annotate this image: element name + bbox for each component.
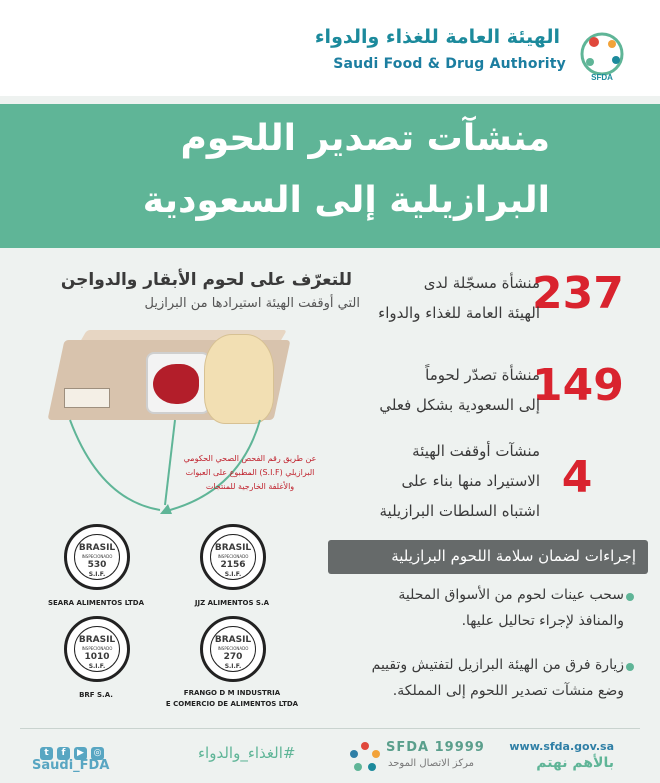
seal-country: BRASIL (78, 635, 116, 645)
seal-inspected: INSPECIONADO (217, 554, 249, 559)
sif-note-line: عن طريق رقم الفحص الصحي الحكومي (183, 454, 317, 463)
header (0, 0, 660, 96)
seal-sif: S.I.F. (88, 571, 106, 578)
company-name-line: E COMERCIO DE ALIMENTOS LTDA (165, 700, 299, 708)
sif-note (170, 452, 330, 494)
logo-text: SFDA (591, 73, 613, 82)
bullet-icon (626, 593, 634, 601)
stat-line: منشأة مسجّلة لدى (423, 274, 540, 292)
seal-sif: S.I.F. (88, 663, 106, 670)
seal-inner (74, 626, 120, 672)
stat-number-registered: 237 (532, 268, 624, 319)
meat-steak-icon (153, 364, 199, 404)
stat-line: منشأة تصدّر لحوماً (425, 366, 540, 384)
seal-inspected: INSPECIONADO (81, 554, 113, 559)
seal-inspected: INSPECIONADO (217, 646, 249, 651)
stat-line: منشآت أوقفت الهيئة (412, 442, 540, 460)
seal-country: BRASIL (214, 635, 252, 645)
company-name: JJZ ALIMENTOS S.A (194, 599, 270, 607)
org-name-ar: الهيئة العامة للغذاء والدواء (314, 26, 560, 48)
unified-center-label: مركز الاتصال الموحد (388, 758, 474, 769)
seal-number: 270 (223, 652, 243, 662)
stat-line: إلى السعودية بشكل فعلي (379, 396, 540, 414)
website-link[interactable]: www.sfda.gov.sa (509, 740, 614, 753)
sif-note-line: والأغلفة الخارجية للمنتجات (205, 482, 295, 491)
slogan: بالأهم نهتم (536, 755, 614, 771)
measure-line: زيارة فرق من الهيئة البرازيل لتفتيش وتقييم (371, 657, 624, 673)
sif-note-line: البرازيلي (S.I.F) المطبوع على العبوات (185, 468, 315, 477)
company-name: SEARA ALIMENTOS LTDA (47, 599, 145, 607)
stat-line: الاستيراد منها بناء على (401, 472, 540, 490)
twitter-icon[interactable]: t (40, 747, 53, 760)
seal-sif: S.I.F. (224, 663, 242, 670)
stat-line: الهيئة العامة للغذاء والدواء (378, 304, 540, 322)
seal-number: 530 (87, 560, 107, 570)
measures-title: إجراءات لضمان سلامة اللحوم البرازيلية (391, 547, 636, 565)
footer-divider (20, 728, 640, 729)
identify-subtitle: التي أوقفت الهيئة استيرادها من البرازيل (144, 296, 360, 311)
seal-country: BRASIL (214, 543, 252, 553)
identify-title: للتعرّف على لحوم الأبقار والدواجن (60, 270, 352, 290)
sif-seal (200, 616, 266, 682)
stat-line: اشتباه السلطات البرازيلية (379, 502, 540, 520)
org-name-en: Saudi Food & Drug Authority (333, 56, 566, 72)
seal-inner (74, 534, 120, 580)
bullet-icon (626, 663, 634, 671)
seal-inner (210, 534, 256, 580)
title-line-2: البرازيلية إلى السعودية (142, 180, 550, 221)
facebook-icon[interactable]: f (57, 747, 70, 760)
stat-text-registered (378, 268, 540, 328)
measure-line: والمنافذ لإجراء تحاليل عليها. (461, 613, 624, 629)
measure-item (398, 582, 624, 634)
measure-line: وضع منشآت تصدير اللحوم إلى المملكة. (392, 683, 624, 699)
measure-item (372, 652, 624, 704)
instagram-icon[interactable]: ◎ (91, 747, 104, 760)
carton-label (64, 388, 110, 408)
seal-inner (210, 626, 256, 672)
stat-number-suspended: 4 (561, 452, 593, 503)
seal-country: BRASIL (78, 543, 116, 553)
sif-seal (64, 524, 130, 590)
sif-seal (200, 524, 266, 590)
hashtag: #الغذاء_والدواء (198, 744, 296, 762)
company-name: BRF S.A. (79, 691, 113, 699)
stat-text-suspended (380, 436, 541, 526)
company-name (152, 688, 312, 710)
seal-inspected: INSPECIONADO (81, 646, 113, 651)
sif-seal (64, 616, 130, 682)
social-icons (40, 740, 108, 760)
seal-sif: S.I.F. (224, 571, 242, 578)
seal-number: 1010 (84, 652, 110, 662)
youtube-icon[interactable]: ▶ (74, 747, 87, 760)
social-handle[interactable]: Saudi_FDA (32, 758, 110, 773)
call-center-logo-icon (348, 740, 382, 774)
stat-number-exporting: 149 (532, 360, 624, 411)
sfda-logo-icon (572, 30, 632, 84)
stat-text-exporting (379, 360, 540, 420)
seal-number: 2156 (220, 560, 246, 570)
company-name-line: FRANGO D M INDUSTRIA (183, 689, 281, 697)
title-line-1: منشآت تصدير اللحوم (180, 118, 550, 159)
measure-line: سحب عينات لحوم من الأسواق المحلية (398, 587, 624, 603)
sfda-phone-number: SFDA 19999 (386, 740, 485, 755)
